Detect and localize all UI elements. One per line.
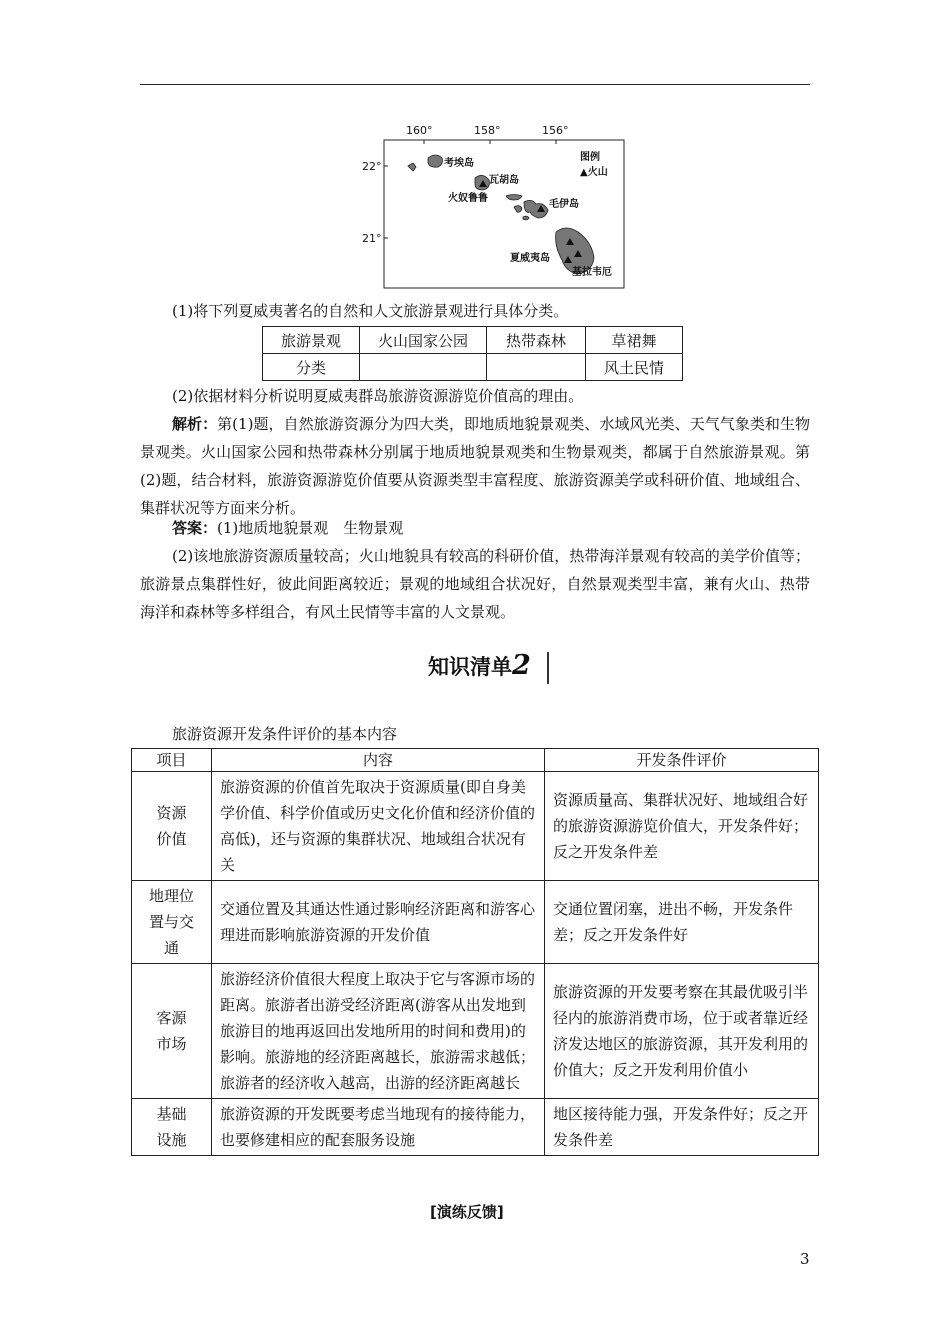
island-lanai <box>514 206 522 212</box>
answer-1: 答案：(1)地质地貌景观 生物景观 <box>172 519 404 537</box>
section-divider <box>547 652 549 684</box>
legend-title: 图例 <box>580 152 600 163</box>
t1-row-3: 风土民情 <box>586 354 683 381</box>
t1-row-1 <box>360 354 487 381</box>
island-maui <box>524 200 548 218</box>
t1-row-2 <box>487 354 586 381</box>
table-row: 资源 价值 旅游资源的价值首先取决于资源质量(即自身美学价值、科学价值或历史文化价值和经济价值的高低)，还与资源的集群状况、地域组合状况有关 资源质量高、集群状况好、地域组合好的旅游资源游览价值大，开发条件好；反之开发条件差 <box>132 772 819 881</box>
analysis-label: 解析： <box>172 415 218 433</box>
t2-header-content: 内容 <box>212 749 545 772</box>
hawaii-map <box>360 120 630 292</box>
table2-title: 旅游资源开发条件评价的基本内容 <box>172 725 398 743</box>
evaluation-table <box>131 748 819 1156</box>
lat-label-22: 22° <box>362 160 382 173</box>
island-niihau <box>408 163 416 171</box>
table-row: 地理位 置与交 通 交通位置及其通达性通过影响经济距离和游客心理进而影响旅游资源的开发价值 交通位置闭塞，进出不畅，开发条件差；反之开发条件好 <box>132 881 819 964</box>
classification-table <box>262 326 683 381</box>
label-oahu: 瓦胡岛 <box>489 175 519 186</box>
lon-label-160: 160° <box>406 124 433 137</box>
t2-header-eval: 开发条件评价 <box>545 749 819 772</box>
label-kauai: 考埃岛 <box>444 158 474 169</box>
section-heading: 知识清单2 <box>428 650 531 681</box>
island-molokai <box>506 195 522 201</box>
lon-label-156: 156° <box>542 124 569 137</box>
table-row: 基础 设施 旅游资源的开发既要考虑当地现有的接待能力，也要修建相应的配套服务设施 地区接待能力强，开发条件好；反之开发条件差 <box>132 1099 819 1156</box>
lon-label-158: 158° <box>474 124 501 137</box>
lat-label-21: 21° <box>362 232 382 245</box>
top-rule <box>140 84 810 85</box>
t1-row-0: 分类 <box>263 354 360 381</box>
section-number: 2 <box>512 650 531 681</box>
label-maui: 毛伊岛 <box>549 199 579 210</box>
table-row: 客源 市场 旅游经济价值很大程度上取决于它与客源市场的距离。旅游者出游受经济距离(游客从出发地到旅游目的地再返回出发地所用的时间和费用)的影响。旅游地的经济距离越长，旅游需求越低；旅游者的经济收入越高，出游的经济距离越长 旅游资源的开发要考察在其最优吸引半径内的旅游消费市场，位于或者靠近经济发达地区的旅游资源，其开发利用的价值大；反之开发利用价值小 <box>132 964 819 1099</box>
island-kauai <box>428 155 443 167</box>
t2-header-item: 项目 <box>132 749 212 772</box>
label-hawaii: 夏威夷岛 <box>510 253 550 264</box>
t1-header-0: 旅游景观 <box>263 327 360 354</box>
t1-header-2: 热带森林 <box>487 327 586 354</box>
analysis-text: 第(1)题，自然旅游资源分为四大类，即地质地貌景观类、水域风光类、天气气象类和生物景观类。火山国家公园和热带森林分别属于地质地貌景观类和生物景观类，都属于自然旅游景观。第(2)题，结合材料，旅游资源游览价值要从资源类型丰富程度、旅游资源美学或科研价值、地域组合、集群状况等方面来分析。 <box>140 415 810 517</box>
t1-header-3: 草裙舞 <box>586 327 683 354</box>
legend-item: ▲火山 <box>580 167 608 178</box>
label-honolulu: 火奴鲁鲁 <box>448 193 488 204</box>
answer-label: 答案： <box>172 519 218 537</box>
t1-header-1: 火山国家公园 <box>360 327 487 354</box>
analysis-paragraph <box>140 410 810 522</box>
practice-label: [演练反馈] <box>430 1203 504 1221</box>
label-kilauea: 基拉韦厄 <box>572 267 612 278</box>
island-kahoolawe <box>523 216 529 220</box>
question-1: (1)将下列夏威夷著名的自然和人文旅游景观进行具体分类。 <box>172 302 569 320</box>
question-2: (2)依据材料分析说明夏威夷群岛旅游资源游览价值高的理由。 <box>172 387 584 405</box>
page-number: 3 <box>800 1250 810 1268</box>
answer-2: (2)该地旅游资源质量较高；火山地貌具有较高的科研价值，热带海洋景观有较高的美学价值等；旅游景点集群性好，彼此间距离较近；景观的地域组合状况好，自然景观类型丰富，兼有火山、热带海洋和森林等多样组合，有风土民情等丰富的人文景观。 <box>140 547 810 621</box>
